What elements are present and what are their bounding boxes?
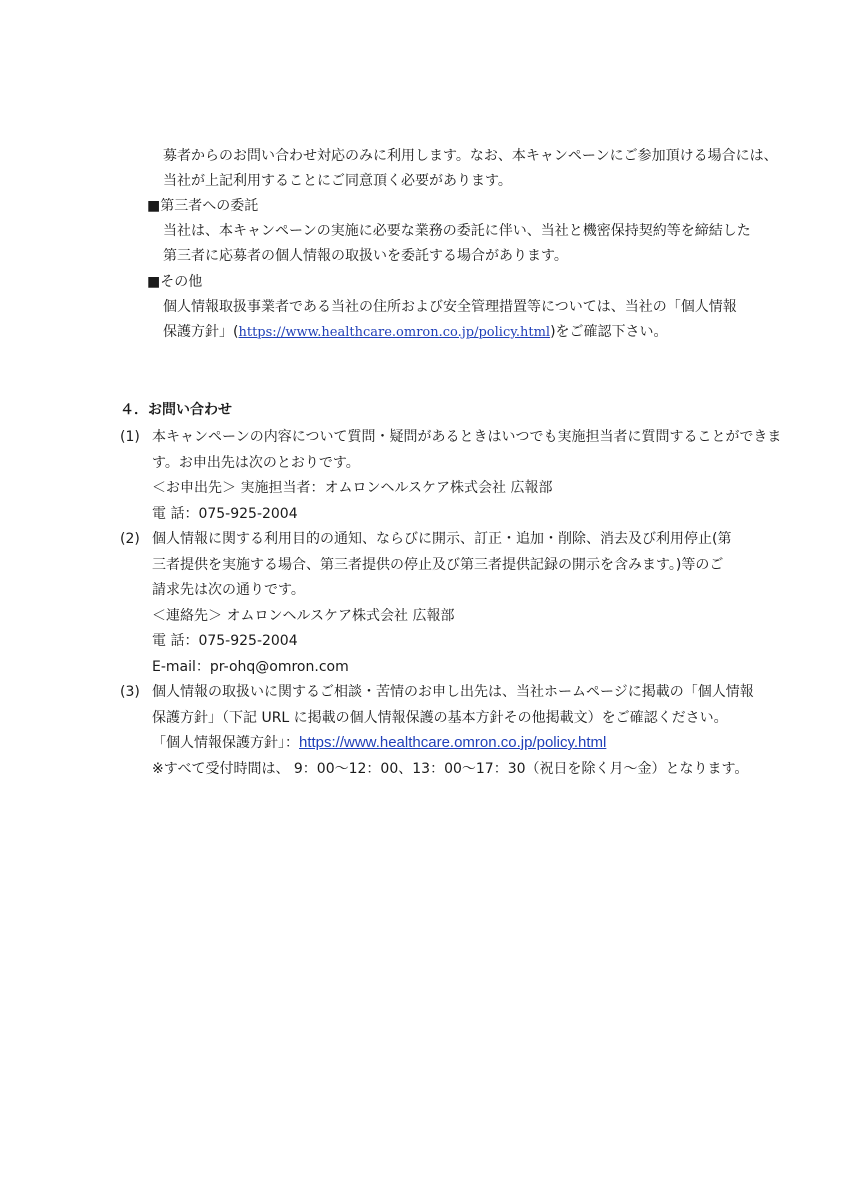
policy-url-line — [152, 734, 606, 752]
policy-link[interactable]: https://www.healthcare.omron.co.jp/policy.html — [299, 734, 607, 751]
contact-line: ＜お申出先＞ 実施担当者：オムロンヘルスケア株式会社 広報部 — [152, 480, 553, 496]
item-text-line: す。お申出先は次のとおりです。 — [152, 455, 360, 471]
other-text-suffix: )をご確認下さい。 — [550, 324, 668, 340]
contact-line: ＜連絡先＞ オムロンヘルスケア株式会社 広報部 — [152, 608, 455, 624]
policy-link[interactable]: https://www.healthcare.omron.co.jp/policy.html — [238, 325, 551, 340]
phone-line: 電 話：075-925-2004 — [152, 506, 298, 522]
item-text-line: 個人情報の取扱いに関するご相談・苦情のお申し出先は、当社ホームページに掲載の「個人情報 — [152, 684, 754, 700]
policy-label: 「個人情報保護方針」： — [152, 735, 299, 751]
item-text-line: 個人情報に関する利用目的の通知、ならびに開示、訂正・追加・削除、消去及び利用停止(第 — [152, 531, 732, 547]
item-text-line: 本キャンペーンの内容について質問・疑問があるときはいつでも実施担当者に質問することができま — [152, 429, 782, 445]
other-heading: ■その他 — [147, 274, 203, 290]
phone-line: 電 話：075-925-2004 — [152, 633, 298, 649]
third-party-text-line: 第三者に応募者の個人情報の取扱いを委託する場合があります。 — [163, 248, 568, 264]
section-heading: ４．お問い合わせ — [120, 402, 232, 418]
hours-note: ※すべて受付時間は、 9：00～12：00、13：00～17：30（祝日を除く月～金）となります。 — [152, 761, 749, 777]
item-text-line: 保護方針」（下記 URL に掲載の個人情報保護の基本方針その他掲載文）をご確認ください。 — [152, 710, 728, 726]
privacy-text-line: 募者からのお問い合わせ対応のみに利用します。なお、本キャンペーンにご参加頂ける場合には、 — [163, 148, 778, 164]
item-text-line: 請求先は次の通りです。 — [152, 582, 305, 598]
other-text-line: 個人情報取扱事業者である当社の住所および安全管理措置等については、当社の「個人情報 — [163, 299, 737, 315]
other-text-prefix: 保護方針」( — [163, 324, 239, 340]
other-text-line — [163, 323, 668, 342]
item-number: (2) — [120, 531, 140, 547]
privacy-text-line: 当社が上記利用することにご同意頂く必要があります。 — [163, 173, 512, 189]
item-text-line: 三者提供を実施する場合、第三者提供の停止及び第三者提供記録の開示を含みます。)等のご — [152, 557, 724, 573]
third-party-text-line: 当社は、本キャンペーンの実施に必要な業務の委託に伴い、当社と機密保持契約等を締結した — [163, 223, 751, 239]
item-number: (1) — [120, 429, 140, 445]
email-line: E-mail：pr-ohq@omron.com — [152, 659, 349, 675]
item-number: (3) — [120, 684, 140, 700]
third-party-heading: ■第三者への委託 — [147, 198, 259, 214]
